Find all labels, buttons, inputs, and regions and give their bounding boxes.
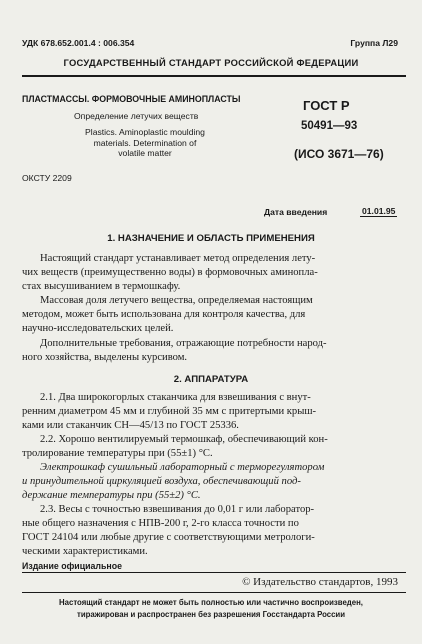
clause-2-1 xyxy=(22,391,398,433)
effective-date-label: Дата введения xyxy=(264,207,328,217)
text-line: Дополнительные требования, отражающие потребности народ- xyxy=(40,338,327,349)
title-en-line: Plastics. Aminoplastic moulding xyxy=(85,127,205,137)
footer-rule-2 xyxy=(22,592,406,593)
iso-number: (ИСО 3671—76) xyxy=(294,147,384,161)
org-title: ГОСУДАРСТВЕННЫЙ СТАНДАРТ РОССИЙСКОЙ ФЕДЕРАЦИИ xyxy=(63,57,359,68)
text-line: ками или стаканчик СН—45/13 по ГОСТ 25336. xyxy=(22,420,239,431)
title-en-line: materials. Determination of xyxy=(93,137,197,148)
gost-number: 50491—93 xyxy=(301,120,358,132)
text-line: ные общего назначения с НПВ-200 г, 2-го класса точности по xyxy=(22,518,299,529)
effective-date: 01.01.95 xyxy=(362,206,396,216)
section-1-paragraph xyxy=(22,252,398,294)
section-2-heading: 2. АППАРАТУРА xyxy=(173,374,249,385)
text-line: Настоящий стандарт устанавливает метод определения лету- xyxy=(40,253,316,264)
text-line: стах высушиванием в термошкафу. xyxy=(22,281,181,292)
text-line: Электрошкаф сушильный лабораторный с терморегулятором xyxy=(40,462,325,473)
edition-note: Издание официальное xyxy=(22,561,122,571)
section-1-heading: 1. НАЗНАЧЕНИЕ И ОБЛАСТЬ ПРИМЕНЕНИЯ xyxy=(107,233,315,244)
title-en xyxy=(80,127,210,159)
text-line: ного хозяйства, выделены курсивом. xyxy=(22,352,188,363)
clause-2-2 xyxy=(22,433,398,461)
udk-code: УДК 678.652.001.4 : 006.354 xyxy=(22,38,135,48)
text-line: 2.2. Хорошо вентилируемый термошкаф, обеспечивающий кон- xyxy=(40,434,328,445)
title-en-line: volatile matter xyxy=(118,148,172,158)
text-line: ческими характеристиками. xyxy=(22,546,148,557)
title-ru: ПЛАСТМАССЫ. ФОРМОВОЧНЫЕ АМИНОПЛАСТЫ xyxy=(22,94,241,104)
text-line: научно-исследовательских целей. xyxy=(22,323,174,334)
reproduction-notice: тиражирован и распространен без разрешения Госстандарта России xyxy=(77,610,345,619)
copyright: © Издательство стандартов, 1993 xyxy=(242,576,398,588)
clause-2-3 xyxy=(22,503,398,559)
text-line: тролирование температуры при (55±1) °С. xyxy=(22,448,213,459)
footer-rule xyxy=(22,572,406,573)
text-line: ренним диаметром 45 мм и глубиной 35 мм с притертыми крыш- xyxy=(22,406,317,417)
text-line: ГОСТ 24104 или любые другие с соответствующими метрологи- xyxy=(22,532,315,543)
text-line: 2.3. Весы с точностью взвешивания до 0,01 г или лаборатор- xyxy=(40,504,315,515)
section-1-paragraph xyxy=(22,337,398,365)
text-line: и принудительной циркуляцией воздуха, обеспечивающий под- xyxy=(22,476,301,487)
okstu-code: ОКСТУ 2209 xyxy=(22,173,72,183)
text-line: чих веществ (преимущественно воды) в формовочных аминопла- xyxy=(22,267,318,278)
section-1-paragraph xyxy=(22,294,398,336)
title-ru-sub: Определение летучих веществ xyxy=(74,111,199,121)
text-line: методом, может быть использована для контроля качества, для xyxy=(22,309,306,320)
text-line: Массовая доля летучего вещества, определяемая настоящим xyxy=(40,295,313,306)
group-code: Группа Л29 xyxy=(350,38,398,48)
reproduction-notice: Настоящий стандарт не может быть полностью или частично воспроизведен, xyxy=(59,598,363,607)
gost-label: ГОСТ Р xyxy=(303,98,350,113)
text-line: 2.1. Два широкогорлых стаканчика для взвешивания с внут- xyxy=(40,392,311,403)
header-rule xyxy=(22,75,406,77)
clause-2-2-italic xyxy=(22,461,398,503)
text-line: держание температуры при (55±2) °С. xyxy=(22,490,201,501)
